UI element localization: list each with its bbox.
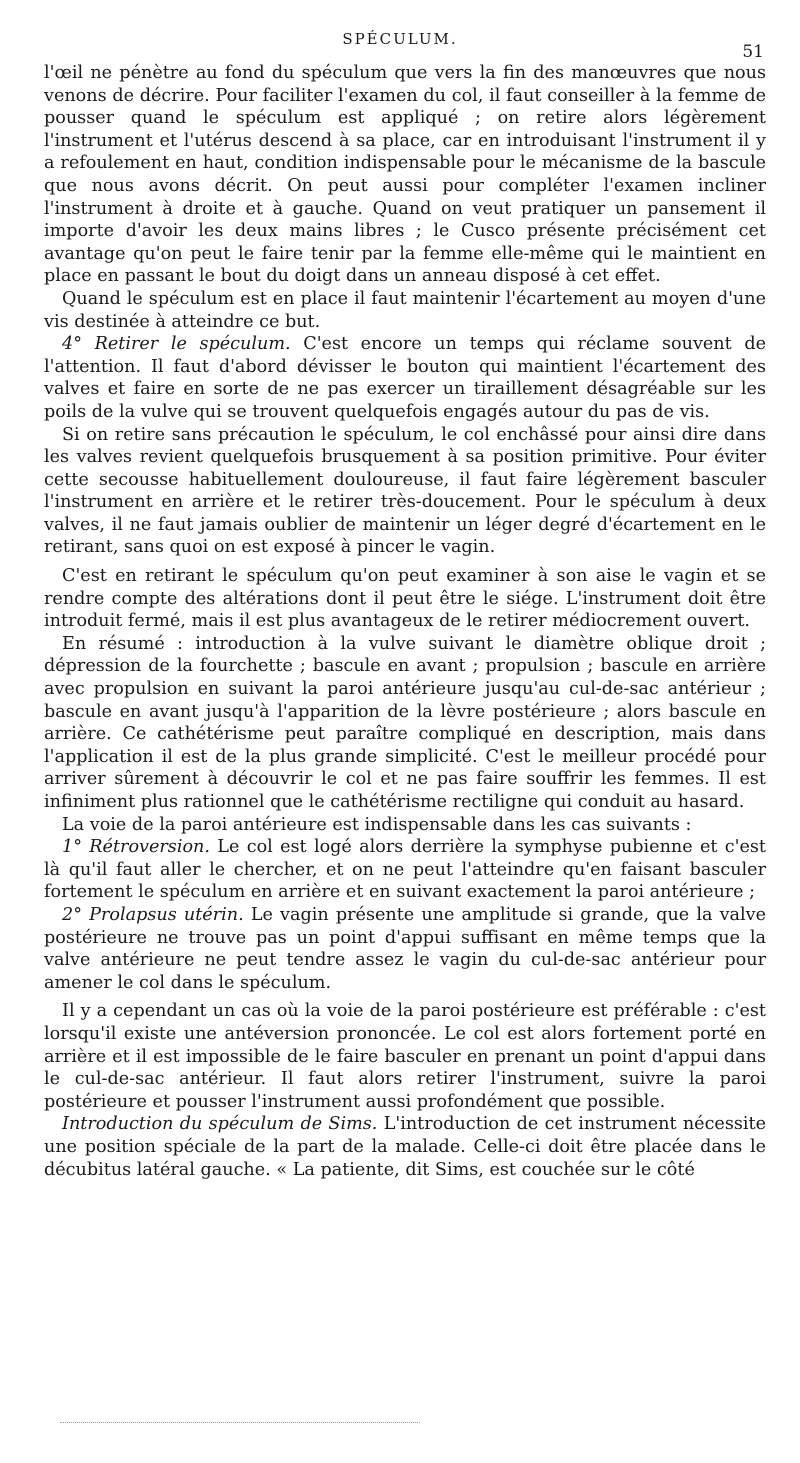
paragraph: C'est en retirant le spéculum qu'on peut examiner à son aise le vagin et se rendre compte des altérations dont il peut être le siége. L'instrument doit être introduit fermé, mais il est plus avantageux de le retirer médiocrement ouvert. — [44, 566, 766, 632]
paragraph: l'œil ne pénètre au fond du spéculum que vers la fin des manœuvres que nous venons de décrire. Pour faciliter l'examen du col, il faut conseiller à la femme de pousser quand le spéculum est appliqué ; on retire alors légèrement l'instrument et l'utérus descend à sa place, car en introduisant l'instrument il y a refoulement en haut, condition indispensable pour le mécanisme de la bascule que nous avons décrit. On peut aussi pour compléter l'examen incliner l'instrument à droite et à gauche. Quand on veut pratiquer un pansement il importe d'avoir les deux mains libres ; le Cusco présente précisément cet avantage qu'on peut le faire tenir par la femme elle-même qui le maintient en place en passant le bout du doigt dans un anneau disposé à cet effet. — [44, 63, 766, 287]
paragraph: Il y a cependant un cas où la voie de la paroi postérieure est préférable : c'est lorsqu'il existe une antéversion prononcée. Le col est alors fortement porté en arrière et il est impossible de le faire basculer en prenant un point d'appui dans le cul-de-sac antérieur. Il faut alors retirer l'instrument, suivre la paroi postérieure et pousser l'instrument aussi profondément que possible. — [44, 1001, 766, 1112]
paragraph: 4° Retirer le spéculum. C'est encore un temps qui réclame souvent de l'attention. Il faut d'abord dévisser le bouton qui maintient l'écartement des valves et faire en sorte de ne pas exercer un tiraillement désagréable sur les poils de la vulve qui se trouvent quelquefois engagés autour du pas de vis. — [44, 334, 766, 422]
body-text — [44, 62, 766, 1181]
paragraph: 2° Prolapsus utérin. Le vagin présente une amplitude si grande, que la valve postérieure ne trouve pas un point d'appui suffisant en même temps que la valve antérieure ne peut tendre assez le vagin du cul-de-sac antérieur pour amener le col dans le spéculum. — [44, 904, 766, 993]
section-heading: 4° Retirer le spéculum. — [62, 334, 291, 355]
running-title: SPÉCULUM. — [342, 30, 458, 48]
paragraph: Si on retire sans précaution le spéculum, le col enchâssé pour ainsi dire dans les valves revient quelquefois brusquement à sa position primitive. Pour éviter cette secousse habituellement douloureuse, il faut faire légèrement basculer l'instrument en arrière et le retirer très-doucement. Pour le spéculum à deux valves, il ne faut jamais oublier de maintenir un léger degré d'écartement en le retirant, sans quoi on est exposé à pincer le vagin. — [44, 424, 766, 558]
case-heading: 2° Prolapsus utérin. — [62, 904, 244, 925]
section-heading: Introduction du spéculum de Sims. — [62, 1114, 378, 1135]
case-heading: 1° Rétroversion. — [62, 837, 210, 858]
paragraph: 1° Rétroversion. Le col est logé alors derrière la symphyse pubienne et c'est là qu'il faut aller le chercher, et on ne peut l'atteindre qu'en faisant basculer fortement le spéculum en arrière et en suivant exactement la paroi antérieure ; — [44, 837, 766, 903]
paragraph: Quand le spéculum est en place il faut maintenir l'écartement au moyen d'une vis destinée à atteindre ce but. — [44, 288, 766, 332]
paragraph: Introduction du spéculum de Sims. L'introduction de cet instrument nécessite une position spéciale de la part de la malade. Celle-ci doit être placée dans le décubitus latéral gauche. « La patiente, dit Sims, est couchée sur le côté — [44, 1114, 767, 1180]
paragraph: La voie de la paroi antérieure est indispensable dans les cas suivants : — [62, 814, 692, 835]
footer-dotted-rule — [60, 1422, 420, 1423]
paragraph: En résumé : introduction à la vulve suivant le diamètre oblique droit ; dépression de la fourchette ; bascule en avant ; propulsion ; bascule en arrière avec propulsion en suivant la paroi antérieure jusqu'au cul-de-sac antérieur ; bascule en avant jusqu'à l'apparition de la lèvre postérieure ; alors bascule en arrière. Ce cathétérisme peut paraître compliqué en description, mais dans l'application il est de la plus grande simplicité. C'est le meilleur procédé pour arriver sûrement à découvrir le col et ne pas faire souffrir les femmes. Il est infiniment plus rationnel que le cathétérisme rectiligne qui conduit au hasard. — [44, 633, 766, 812]
page-number: 51 — [742, 42, 764, 62]
